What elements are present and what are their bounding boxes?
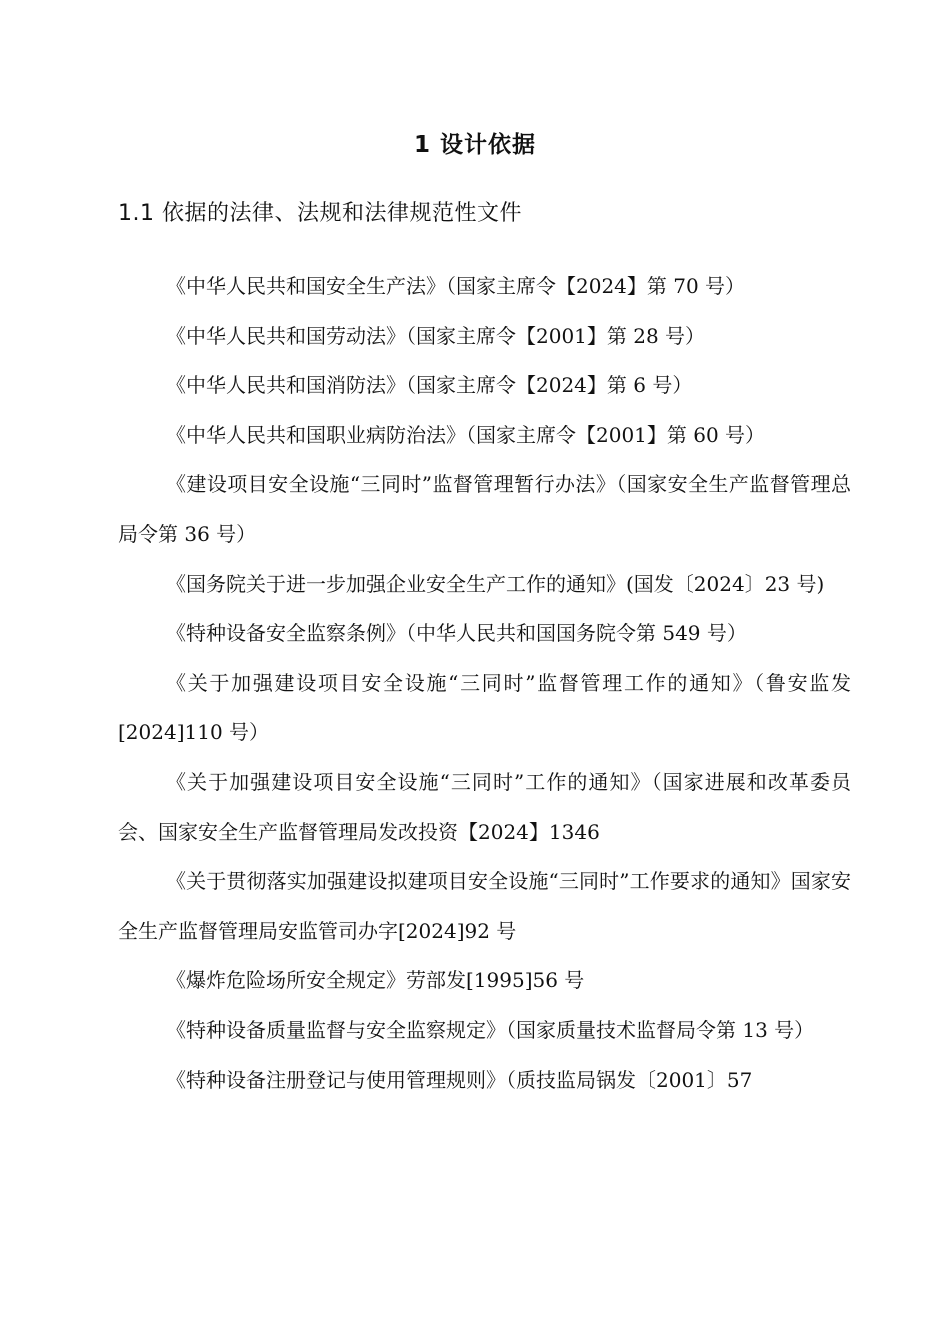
reference-item: 《建设项目安全设施“三同时”监督管理暂行办法》（国家安全生产监督管理总局令第 36 号） [118,472,851,546]
section-heading: 1.1 依据的法律、法规和法律规范性文件 [118,201,522,226]
reference-item: 《国务院关于进一步加强企业安全生产工作的通知》(国发〔2024〕23 号) [166,571,825,596]
reference-item: 《中华人民共和国劳动法》（国家主席令【2001】第 28 号） [166,323,706,348]
reference-item: 《中华人民共和国消防法》（国家主席令【2024】第 6 号） [166,373,693,398]
reference-item: 《中华人民共和国职业病防治法》（国家主席令【2001】第 60 号） [166,422,766,447]
document-title: 1 设计依据 [413,132,536,158]
reference-item: 《关于加强建设项目安全设施“三同时”工作的通知》（国家进展和改革委员会、国家安全生产监督管理局发改投资【2024】1346 [118,769,851,844]
reference-list [118,262,851,1105]
reference-item: 《中华人民共和国安全生产法》（国家主席令【2024】第 70 号） [166,274,746,298]
reference-item: 《特种设备注册登记与使用管理规则》（质技监局锅发〔2001〕57 [166,1067,753,1092]
reference-item: 《爆炸危险场所安全规定》劳部发[1995]56 号 [166,968,585,993]
reference-item: 《关于贯彻落实加强建设拟建项目安全设施“三同时”工作要求的通知》国家安全生产监督管理局安监管司办字[2024]92 号 [118,869,851,943]
reference-item: 《特种设备质量监督与安全监察规定》（国家质量技术监督局令第 13 号） [166,1017,815,1042]
reference-item: 《关于加强建设项目安全设施“三同时”监督管理工作的通知》（鲁安监发[2024]110 号） [118,670,851,745]
reference-item: 《特种设备安全监察条例》（中华人民共和国国务院令第 549 号） [166,621,747,646]
